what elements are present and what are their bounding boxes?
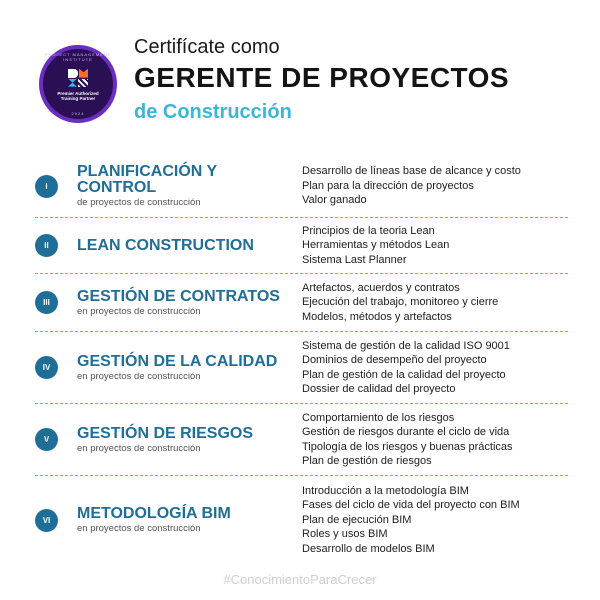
topic-item: Dossier de calidad del proyecto [302, 383, 456, 395]
topic-item: Ejecución del trabajo, monitoreo y cierre [302, 296, 499, 309]
module-item [35, 155, 568, 218]
roman-numeral-badge: VI [35, 509, 58, 532]
module-title: PLANIFICACIÓN Y [77, 163, 218, 180]
topic-item: Plan para la dirección de proyectos [302, 179, 474, 192]
module-title: GESTIÓN DE RIESGOS [77, 424, 254, 442]
module-title: GESTIÓN DE LA CALIDAD [77, 352, 278, 370]
module-item [35, 404, 568, 476]
heading-line3: de Construcción [134, 101, 292, 123]
topic-item: Sistema Last Planner [302, 253, 407, 266]
topic-item: Plan de gestión de riesgos [302, 455, 432, 467]
topic-item: Principios de la teoria Lean [302, 224, 435, 237]
topic-item: Plan de gestión de la calidad del proyecto [302, 368, 506, 381]
module-subtitle: en proyectos de construcción [77, 305, 201, 317]
module-subtitle: de proyectos de construcción [77, 197, 201, 208]
topic-item: Herramientas y métodos Lean [302, 239, 450, 252]
module-item [35, 332, 568, 404]
topic-item: Gestión de riesgos durante el ciclo de vida [302, 426, 510, 438]
topic-list [295, 281, 498, 325]
topic-item: Plan de ejecución BIM [302, 513, 412, 526]
header [0, 0, 600, 140]
badge-label [57, 91, 98, 102]
pmi-badge [39, 45, 117, 123]
module-title: METODOLOGÍA BIM [77, 505, 231, 522]
topic-item: Valor ganado [302, 194, 367, 207]
module-subtitle: en proyectos de construcción [77, 442, 201, 454]
roman-numeral-badge: V [35, 428, 58, 451]
module-item [35, 218, 568, 274]
topic-item: Sistema de gestión de la calidad ISO 9001 [302, 339, 510, 352]
topic-item: Dominios de desempeño del proyecto [302, 354, 487, 366]
topic-list [295, 484, 520, 557]
roman-numeral-badge: I [35, 175, 58, 198]
topic-list [295, 224, 449, 268]
topic-item: Desarrollo de líneas base de alcance y costo [302, 165, 521, 178]
footer-hashtag: #ConocimientoParaCrecer [223, 572, 377, 587]
topic-item: Introducción a la metodología BIM [302, 484, 469, 497]
module-title: LEAN CONSTRUCTION [77, 236, 254, 254]
pmi-logo-icon [68, 69, 88, 87]
module-title: GESTIÓN DE CONTRATOS [77, 287, 280, 305]
topic-item: Comportamiento de los riesgos [302, 411, 455, 424]
roman-numeral-badge: IV [35, 356, 58, 379]
badge-year: 2024 [71, 111, 85, 116]
heading-main-title: GERENTE DE PROYECTOS [134, 62, 510, 93]
roman-numeral-badge: II [35, 234, 58, 257]
badge-ring-text: PROJECT MANAGEMENT INSTITUTE [44, 52, 112, 62]
topic-list [295, 164, 521, 208]
heading-line1: Certifícate como [134, 36, 280, 58]
topic-list [295, 339, 510, 397]
module-item [35, 476, 568, 564]
topic-list [295, 411, 513, 469]
topic-item: Tipología de los riesgos y buenas prácticas [302, 440, 513, 453]
module-subtitle: en proyectos de construcción [77, 523, 201, 534]
roman-numeral-badge: III [35, 291, 58, 314]
topic-item: Desarrollo de modelos BIM [302, 542, 435, 555]
module-list [35, 155, 568, 564]
badge-label-line1: Premier Authorized [57, 90, 99, 96]
module-title-line2: CONTROL [77, 179, 157, 196]
topic-item: Fases del ciclo de vida del proyecto con BIM [302, 499, 520, 512]
badge-label-line2: Training Partner [60, 96, 96, 101]
module-subtitle: en proyectos de construcción [77, 370, 201, 382]
topic-item: Roles y usos BIM [302, 528, 388, 541]
module-item [35, 274, 568, 332]
topic-item: Modelos, métodos y artefactos [302, 310, 452, 323]
topic-item: Artefactos, acuerdos y contratos [302, 281, 460, 294]
